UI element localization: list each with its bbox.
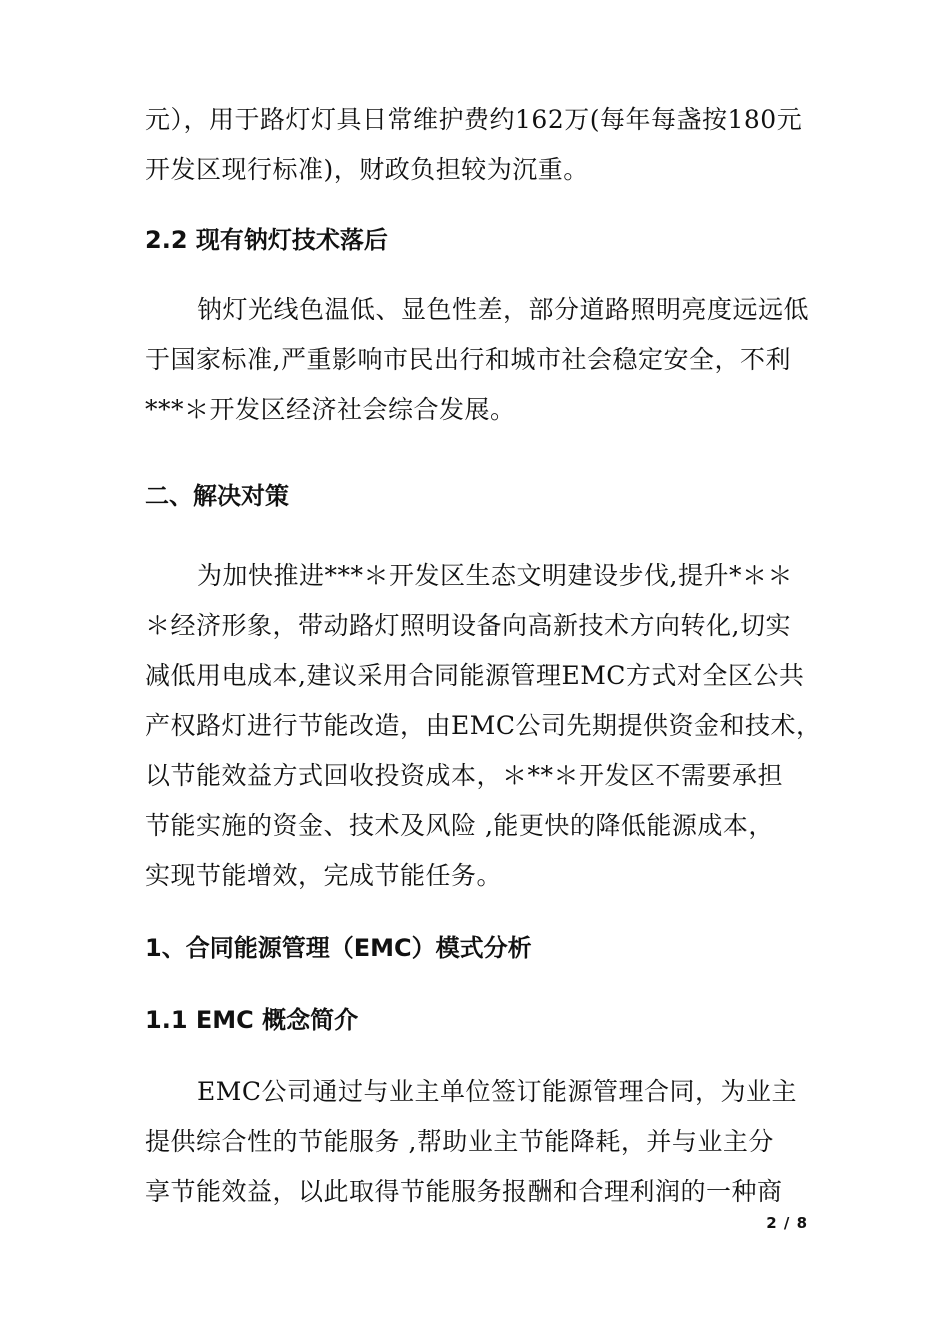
text-line: 实现节能增效，完成节能任务。 [145,861,503,890]
text-line: 节能实施的资金、技术及风险 ,能更快的降低能源成本， [145,811,774,840]
section-heading-emc-intro: 1.1 EMC 概念简介 [145,1006,359,1034]
text-line: 享节能效益，以此取得节能服务报酬和合理利润的一种商 [145,1177,783,1206]
text-line: 钠灯光线色温低、显色性差，部分道路照明亮度远远低 [197,295,810,324]
text-line: ***＊开发区经济社会综合发展。 [145,395,516,424]
solution-paragraph [145,551,822,901]
text-line: 开发区现行标准)，财政负担较为沉重。 [145,155,589,184]
text-line: 为加快推进***＊开发区生态文明建设步伐,提升*＊＊ [197,561,793,590]
text-line: EMC公司通过与业主单位签订能源管理合同，为业主 [197,1077,797,1106]
intro-paragraph [145,95,810,195]
section-heading-solution: 二、解决对策 [145,482,289,510]
emc-intro-paragraph [145,1067,810,1217]
text-line: 于国家标准,严重影响市民出行和城市社会稳定安全，不利 [145,345,791,374]
section-heading-2-2: 2.2 现有钠灯技术落后 [145,226,388,254]
text-line: 提供综合性的节能服务 ,帮助业主节能降耗，并与业主分 [145,1127,774,1156]
document-body [145,95,822,1217]
text-line: 产权路灯进行节能改造，由EMC公司先期提供资金和技术， [145,711,822,740]
text-line: 元），用于路灯灯具日常维护费约162万(每年每盏按180元 [145,105,803,134]
text-line: 以节能效益方式回收投资成本，＊**＊开发区不需要承担 [145,761,784,790]
text-line: ＊经济形象，带动路灯照明设备向高新技术方向转化,切实 [145,611,791,640]
page-number: 2 / 8 [766,1214,808,1232]
text-line: 减低用电成本,建议采用合同能源管理EMC方式对全区公共 [145,661,805,690]
section-2-2-paragraph [145,285,810,435]
section-heading-emc-model: 1、合同能源管理（EMC）模式分析 [145,934,532,962]
